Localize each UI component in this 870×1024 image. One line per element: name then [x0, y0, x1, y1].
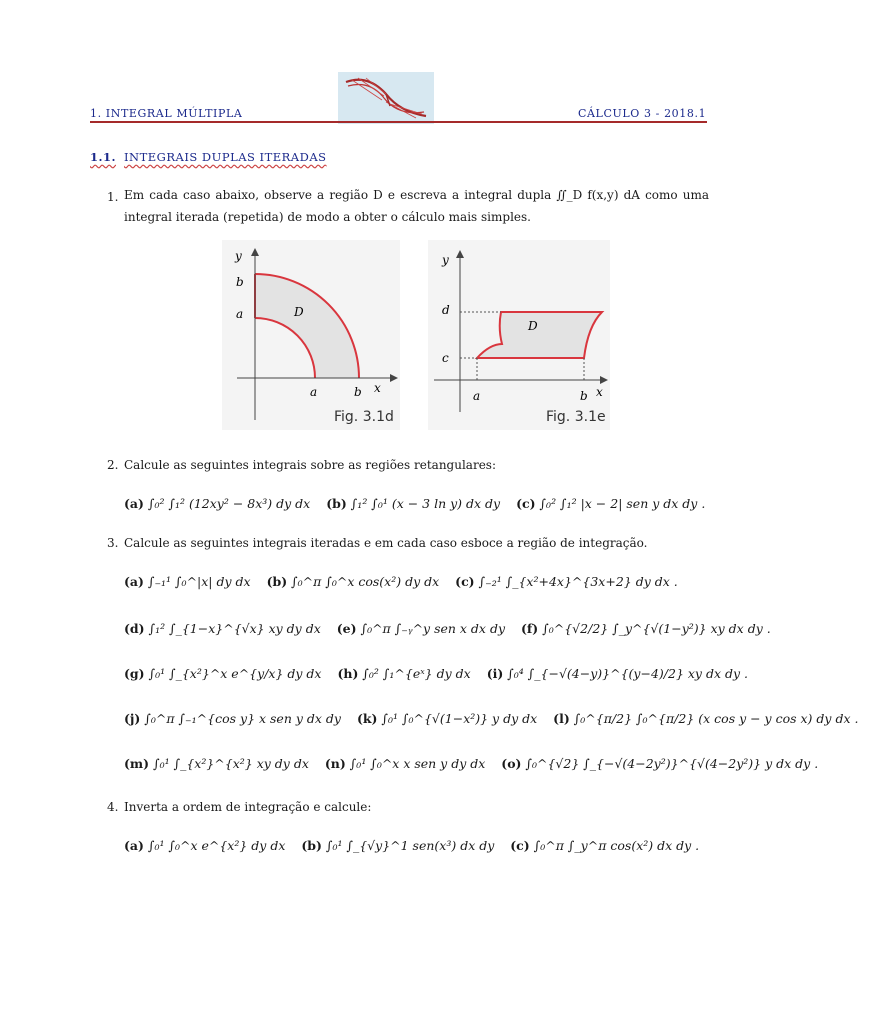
q3-g-label: (g): [124, 666, 145, 681]
q3-h-expr: ∫₀² ∫₁^{eˣ} dy dx: [362, 666, 471, 681]
section-title: [90, 150, 327, 164]
q3-text: Calcule as seguintes integrais iteradas e em cada caso esboce a região de integração.: [124, 536, 648, 550]
q3-i-label: (i): [486, 666, 504, 681]
q4-b-label: (b): [301, 838, 322, 853]
fig-e-caption: Fig. 3.1e: [546, 409, 606, 425]
q3-b-expr: ∫₀^π ∫₀^x cos(x²) dy dx: [291, 574, 440, 589]
q3-d-label: (d): [124, 621, 145, 636]
q2-a-expr: ∫₀² ∫₁² (12xy² − 8x³) dy dx: [147, 496, 311, 511]
q3-e-label: (e): [336, 621, 357, 636]
figure-3-1e: [428, 240, 610, 430]
q3-n-expr: ∫₀¹ ∫₀^x x sen y dy dx: [349, 756, 486, 771]
q4-b-expr: ∫₀¹ ∫_{√y}^1 sen(x³) dx dy: [325, 838, 495, 853]
header-logo: [338, 72, 434, 124]
q3-i-expr: ∫₀⁴ ∫_{−√(4−y)}^{(y−4)/2} xy dx dy .: [507, 666, 749, 681]
fig-d-x-label: x: [374, 381, 381, 395]
fig-d-b-y: b: [236, 275, 244, 289]
fig-d-a-x: a: [310, 385, 318, 399]
q2-row: [124, 496, 717, 511]
fig-d-caption: Fig. 3.1d: [334, 409, 394, 425]
q3-j-expr: ∫₀^π ∫₋₁^{cos y} x sen y dx dy: [144, 711, 341, 726]
q3-g-expr: ∫₀¹ ∫_{x²}^x e^{y/x} dy dx: [148, 666, 322, 681]
q2-c-expr: ∫₀² ∫₁² |x − 2| sen y dx dy .: [539, 496, 706, 511]
q4-number: 4.: [107, 800, 119, 814]
figure-3-1d: [222, 240, 400, 430]
fig-e-x-label: x: [596, 385, 603, 399]
q3-number: 3.: [107, 536, 119, 550]
q3-d-expr: ∫₁² ∫_{1−x}^{√x} xy dy dx: [148, 621, 321, 636]
q3-n-label: (n): [324, 756, 346, 771]
q2-b-label: (b): [326, 496, 347, 511]
q3-c-label: (c): [455, 574, 475, 589]
q3-h-label: (h): [337, 666, 359, 681]
q3-l-label: (l): [553, 711, 570, 726]
header-chapter: 1. INTEGRAL MÚLTIPLA: [90, 107, 243, 120]
q3-row-1: [124, 574, 690, 589]
q3-o-expr: ∫₀^{√2} ∫_{−√(4−2y²)}^{√(4−2y²)} y dx dy .: [525, 756, 819, 771]
header-rule: [90, 121, 707, 123]
q3-row-3: [124, 666, 760, 681]
q3-a-label: (a): [124, 574, 144, 589]
q2-text: Calcule as seguintes integrais sobre as regiões retangulares:: [124, 458, 496, 472]
q4-text: Inverta a ordem de integração e calcule:: [124, 800, 372, 814]
q3-c-expr: ∫₋₂¹ ∫_{x²+4x}^{3x+2} dy dx .: [478, 574, 678, 589]
header-course: CÁLCULO 3 - 2018.1: [578, 107, 707, 120]
q3-m-label: (m): [124, 756, 150, 771]
q3-f-label: (f): [521, 621, 539, 636]
q2-b-expr: ∫₁² ∫₀¹ (x − 3 ln y) dx dy: [350, 496, 501, 511]
q3-a-expr: ∫₋₁¹ ∫₀^|x| dy dx: [147, 574, 251, 589]
fig-e-b: b: [580, 389, 588, 403]
fig-e-y-label: y: [442, 253, 449, 267]
q3-m-expr: ∫₀¹ ∫_{x²}^{x²} xy dy dx: [153, 756, 309, 771]
q4-c-expr: ∫₀^π ∫_y^π cos(x²) dx dy .: [533, 838, 700, 853]
q2-a-label: (a): [124, 496, 144, 511]
q2-c-label: (c): [516, 496, 536, 511]
q3-row-2: [124, 621, 783, 636]
q4-c-label: (c): [510, 838, 530, 853]
fig-e-region: D: [528, 319, 538, 333]
q4-a-label: (a): [124, 838, 144, 853]
section-label: INTEGRAIS DUPLAS ITERADAS: [124, 150, 327, 164]
q3-e-expr: ∫₀^π ∫₋ᵧ^y sen x dx dy: [360, 621, 506, 636]
fig-e-a: a: [473, 389, 481, 403]
q2-number: 2.: [107, 458, 119, 472]
q3-f-expr: ∫₀^{√2/2} ∫_y^{√(1−y²)} xy dx dy .: [542, 621, 771, 636]
q1-number: 1.: [107, 190, 119, 204]
fig-e-d: d: [442, 303, 450, 317]
fig-d-a-y: a: [236, 307, 244, 321]
fig-e-c: c: [442, 351, 449, 365]
fig-d-region: D: [294, 305, 304, 319]
fig-d-y-label: y: [235, 249, 242, 263]
fig-d-b-x: b: [354, 385, 362, 399]
q3-row-4: [124, 711, 870, 726]
q3-k-label: (k): [356, 711, 378, 726]
q3-l-expr: ∫₀^{π/2} ∫₀^{π/2} (x cos y − y cos x) dy dx .: [573, 711, 859, 726]
section-number: 1.1.: [90, 150, 117, 164]
q3-b-label: (b): [266, 574, 288, 589]
q3-row-5: [124, 756, 830, 771]
q1-text: Em cada caso abaixo, observe a região D e escreva a integral dupla ∬_D f(x,y) dA como uma integral iterada (repetida) de modo a obter o cálculo mais simples.: [124, 188, 709, 224]
q4-a-expr: ∫₀¹ ∫₀^x e^{x²} dy dx: [147, 838, 286, 853]
q3-j-label: (j): [124, 711, 141, 726]
q3-k-expr: ∫₀¹ ∫₀^{√(1−x²)} y dy dx: [381, 711, 538, 726]
q3-o-label: (o): [501, 756, 522, 771]
q4-row: [124, 838, 711, 853]
